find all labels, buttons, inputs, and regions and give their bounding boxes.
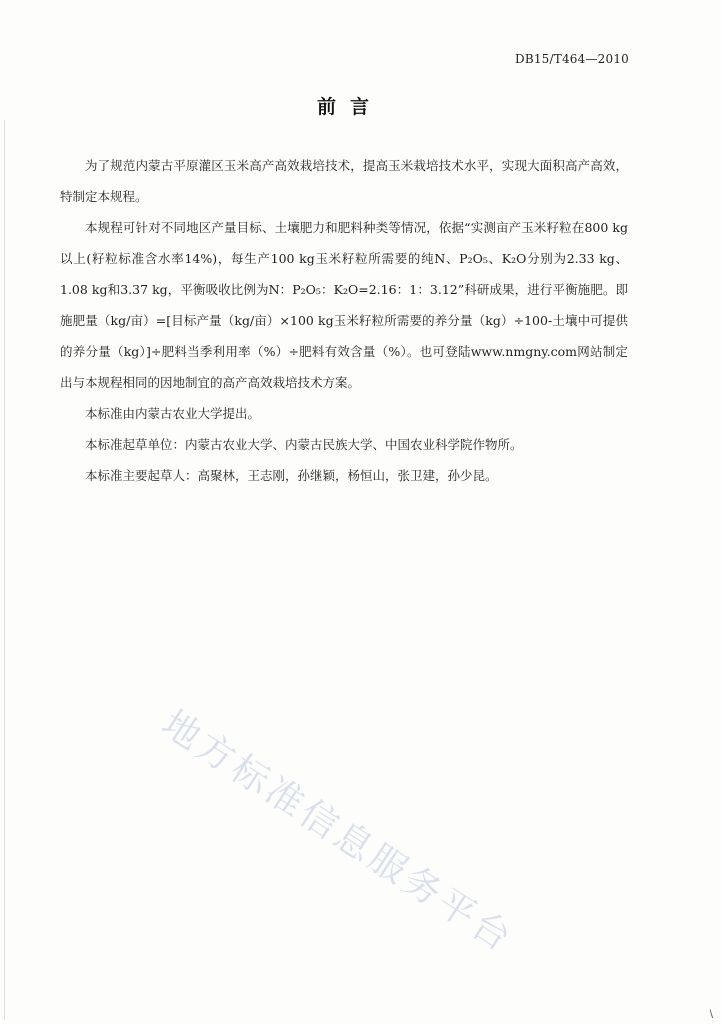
paragraph-fertilization-method: 本规程可针对不同地区产量目标、土壤肥力和肥料种类等情况，依据“实测亩产玉米籽粒在800 kg以上(籽粒标准含水率14%)，每生产100 kg玉米籽粒所需要的纯N、P₂O₅、K₂O分别为2.33 kg、1.08 kg和3.37 kg，平衡吸收比例为N：P₂O₅：K₂O=2.16：1：3.12”科研成果，进行平衡施肥。即施肥量（kg/亩）=[目标产量（kg/亩）×100 kg玉米籽粒所需要的养分量（kg）÷100-土壤中可提供的养分量（kg）]÷肥料当季利用率（%）÷肥料有效含量（%）。也可登陆www.nmgny.com网站制定出与本规程相同的因地制宜的高产高效栽培技术方案。 bbox=[60, 220, 628, 390]
corner-mark: \ bbox=[709, 1009, 713, 1020]
document-code: DB15/T464—2010 bbox=[515, 52, 629, 66]
paragraph-proposer: 本标准由内蒙古农业大学提出。 bbox=[85, 406, 261, 421]
foreword-body bbox=[60, 150, 628, 491]
page-title: 前言 bbox=[316, 96, 383, 118]
watermark: 地方标准信息服务平台 bbox=[154, 701, 522, 962]
paragraph-drafting-units: 本标准起草单位：内蒙古农业大学、内蒙古民族大学、中国农业科学院作物所。 bbox=[85, 437, 523, 452]
paragraph-drafters: 本标准主要起草人：高聚林，王志刚，孙继颖，杨恒山，张卫建，孙少昆。 bbox=[85, 468, 498, 483]
paragraph-purpose: 为了规范内蒙古平原灌区玉米高产高效栽培技术，提高玉米栽培技术水平，实现大面积高产高效，特制定本规程。 bbox=[60, 158, 628, 204]
scan-edge-line bbox=[4, 120, 5, 1020]
